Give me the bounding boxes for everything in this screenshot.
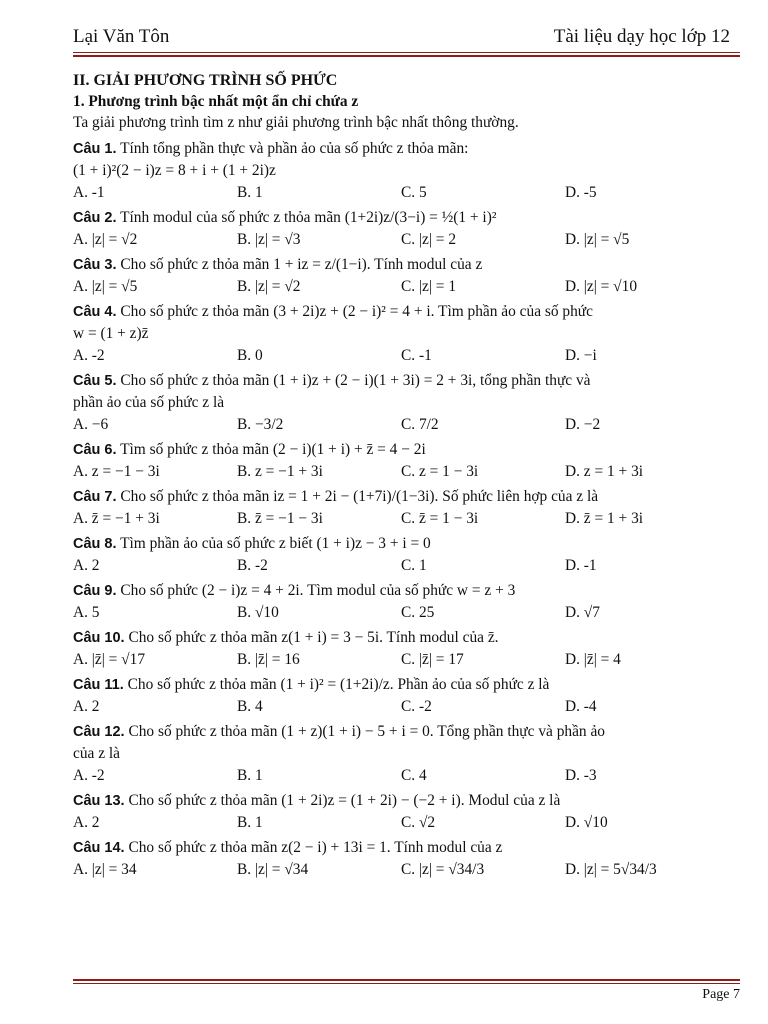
page-header (73, 26, 730, 52)
question-text: Cho số phức z thỏa mãn (1 + 2i)z = (1 + 2i) − (−2 + i). Modul của z là (128, 792, 561, 809)
answer-options (73, 696, 738, 718)
subsection-title: 1. Phương trình bậc nhất một ẩn chỉ chứa z (73, 93, 359, 110)
question-label: Câu 8. (73, 536, 117, 552)
question-label: Câu 14. (73, 840, 125, 856)
question-text-continued: phần ảo của số phức z là (73, 394, 225, 411)
answer-option: C. 4 (401, 767, 427, 784)
answer-option: D. −2 (565, 416, 601, 433)
question-item (73, 533, 738, 577)
question-label: Câu 3. (73, 257, 117, 273)
answer-option: A. −6 (73, 416, 109, 433)
question-label: Câu 1. (73, 141, 117, 157)
answer-option: B. 1 (237, 814, 263, 831)
answer-option: B. −3/2 (237, 416, 284, 433)
answer-options (73, 602, 738, 624)
question-text: Cho số phức z thỏa mãn 1 + iz = z/(1−i). Tính modul của z (120, 256, 483, 273)
answer-option: B. |z| = √2 (237, 278, 301, 295)
answer-option: D. -5 (565, 184, 597, 201)
question-item (73, 721, 738, 787)
question-stem (73, 533, 738, 555)
question-item (73, 439, 738, 483)
question-label: Câu 4. (73, 304, 117, 320)
question-stem (73, 254, 738, 276)
question-label: Câu 9. (73, 583, 117, 599)
question-label: Câu 2. (73, 210, 117, 226)
answer-option: C. 25 (401, 604, 435, 621)
document-body (73, 70, 738, 881)
answer-option: C. 1 (401, 557, 427, 574)
question-stem (73, 674, 738, 696)
answer-option: A. z̄ = −1 + 3i (73, 510, 160, 527)
answer-option: D. |z| = √10 (565, 278, 638, 295)
question-text: Cho số phức z thỏa mãn z(1 + i) = 3 − 5i. Tính modul của z̄. (128, 629, 499, 646)
question-item (73, 674, 738, 718)
answer-option: A. |z| = 34 (73, 861, 137, 878)
answer-option: D. √10 (565, 814, 608, 831)
question-stem (73, 486, 738, 508)
answer-option: D. √7 (565, 604, 600, 621)
answer-option: D. -1 (565, 557, 597, 574)
answer-option: B. -2 (237, 557, 268, 574)
question-label: Câu 5. (73, 373, 117, 389)
question-item (73, 580, 738, 624)
question-item (73, 837, 738, 881)
question-text: Cho số phức z thỏa mãn (1 + i)z + (2 − i)(1 + 3i) = 2 + 3i, tổng phần thực và (120, 372, 591, 389)
question-text: Tìm phần ảo của số phức z biết (1 + i)z − 3 + i = 0 (120, 535, 431, 552)
answer-option: C. |z| = √34/3 (401, 861, 485, 878)
question-text: Cho số phức z thỏa mãn (3 + 2i)z + (2 − i)² = 4 + i. Tìm phần ảo của số phức (120, 303, 593, 320)
question-label: Câu 7. (73, 489, 117, 505)
answer-options (73, 414, 738, 436)
question-text: Tính modul của số phức z thỏa mãn (1+2i)z/(3−i) = ½(1 + i)² (120, 209, 497, 226)
question-text-continued: (1 + i)²(2 − i)z = 8 + i + (1 + 2i)z (73, 162, 276, 179)
answer-option: C. -1 (401, 347, 432, 364)
question-label: Câu 6. (73, 442, 117, 458)
answer-option: B. |z̄| = 16 (237, 651, 300, 668)
question-text: Cho số phức z thỏa mãn z(2 − i) + 13i = 1. Tính modul của z (128, 839, 503, 856)
question-stem (73, 370, 738, 392)
answer-option: A. 5 (73, 604, 100, 621)
question-text: Tìm số phức z thỏa mãn (2 − i)(1 + i) + z̄ = 4 − 2i (120, 441, 426, 458)
question-label: Câu 12. (73, 724, 125, 740)
answer-option: A. |z̄| = √17 (73, 651, 146, 668)
question-text: Cho số phức z thỏa mãn (1 + z)(1 + i) − 5 + i = 0. Tổng phần thực và phần ảo (128, 723, 605, 740)
question-item (73, 138, 738, 204)
answer-options (73, 765, 738, 787)
answer-option: B. √10 (237, 604, 279, 621)
answer-option: A. 2 (73, 698, 100, 715)
question-stem (73, 301, 738, 323)
question-stem (73, 207, 738, 229)
answer-option: A. 2 (73, 557, 100, 574)
question-item (73, 370, 738, 436)
answer-option: A. -1 (73, 184, 105, 201)
question-text-continued: w = (1 + z)z̄ (73, 325, 149, 342)
question-stem (73, 627, 738, 649)
page-number: Page 7 (702, 987, 740, 1002)
question-item (73, 254, 738, 298)
answer-option: C. 5 (401, 184, 427, 201)
answer-option: B. 0 (237, 347, 263, 364)
question-label: Câu 11. (73, 677, 124, 693)
answer-option: A. -2 (73, 347, 105, 364)
question-item (73, 627, 738, 671)
answer-option: C. z = 1 − 3i (401, 463, 479, 480)
answer-option: D. z̄ = 1 + 3i (565, 510, 644, 527)
answer-option: B. z = −1 + 3i (237, 463, 323, 480)
answer-option: C. z̄ = 1 − 3i (401, 510, 479, 527)
answer-option: D. -3 (565, 767, 597, 784)
answer-option: C. √2 (401, 814, 436, 831)
answer-options (73, 508, 738, 530)
answer-option: A. |z| = √5 (73, 278, 138, 295)
question-text-continued: của z là (73, 745, 120, 762)
answer-options (73, 182, 738, 204)
header-rule (73, 52, 740, 57)
answer-option: D. -4 (565, 698, 597, 715)
question-text: Tính tổng phần thực và phần ảo của số phức z thỏa mãn: (120, 140, 469, 157)
answer-option: D. |z̄| = 4 (565, 651, 621, 668)
question-label: Câu 10. (73, 630, 125, 646)
answer-option: D. z = 1 + 3i (565, 463, 644, 480)
answer-option: D. |z| = 5√34/3 (565, 861, 657, 878)
answer-option: B. |z| = √3 (237, 231, 301, 248)
answer-option: A. |z| = √2 (73, 231, 138, 248)
question-text: Cho số phức (2 − i)z = 4 + 2i. Tìm modul của số phức w = z + 3 (120, 582, 516, 599)
answer-options (73, 276, 738, 298)
question-text: Cho số phức z thỏa mãn (1 + i)² = (1+2i)/z. Phần ảo của số phức z là (127, 676, 550, 693)
question-stem (73, 790, 738, 812)
header-title: Tài liệu dạy học lớp 12 (553, 26, 730, 47)
answer-option: C. |z̄| = 17 (401, 651, 464, 668)
question-stem (73, 138, 738, 160)
answer-option: A. 2 (73, 814, 100, 831)
question-text: Cho số phức z thỏa mãn iz = 1 + 2i − (1+7i)/(1−3i). Số phức liên hợp của z là (120, 488, 599, 505)
question-item (73, 486, 738, 530)
question-label: Câu 13. (73, 793, 125, 809)
answer-option: C. 7/2 (401, 416, 439, 433)
answer-option: D. −i (565, 347, 597, 364)
answer-option: B. 4 (237, 698, 263, 715)
answer-options (73, 812, 738, 834)
answer-option: D. |z| = √5 (565, 231, 630, 248)
answer-options (73, 555, 738, 577)
answer-options (73, 461, 738, 483)
section-title: II. GIẢI PHƯƠNG TRÌNH SỐ PHỨC (73, 72, 338, 89)
question-item (73, 301, 738, 367)
answer-option: C. |z| = 2 (401, 231, 457, 248)
answer-option: C. -2 (401, 698, 432, 715)
question-stem (73, 837, 738, 859)
answer-option: A. z = −1 − 3i (73, 463, 160, 480)
answer-options (73, 345, 738, 367)
answer-option: B. |z| = √34 (237, 861, 309, 878)
answer-option: B. 1 (237, 184, 263, 201)
question-stem (73, 580, 738, 602)
question-item (73, 790, 738, 834)
footer-rule (73, 979, 740, 984)
question-stem (73, 721, 738, 743)
header-author: Lại Văn Tôn (73, 26, 170, 47)
question-list (73, 138, 738, 881)
answer-options (73, 859, 738, 881)
answer-option: A. -2 (73, 767, 105, 784)
question-item (73, 207, 738, 251)
answer-option: B. 1 (237, 767, 263, 784)
answer-options (73, 649, 738, 671)
answer-options (73, 229, 738, 251)
answer-option: B. z̄ = −1 − 3i (237, 510, 323, 527)
answer-option: C. |z| = 1 (401, 278, 457, 295)
question-stem (73, 439, 738, 461)
intro-text: Ta giải phương trình tìm z như giải phương trình bậc nhất thông thường. (73, 114, 519, 131)
